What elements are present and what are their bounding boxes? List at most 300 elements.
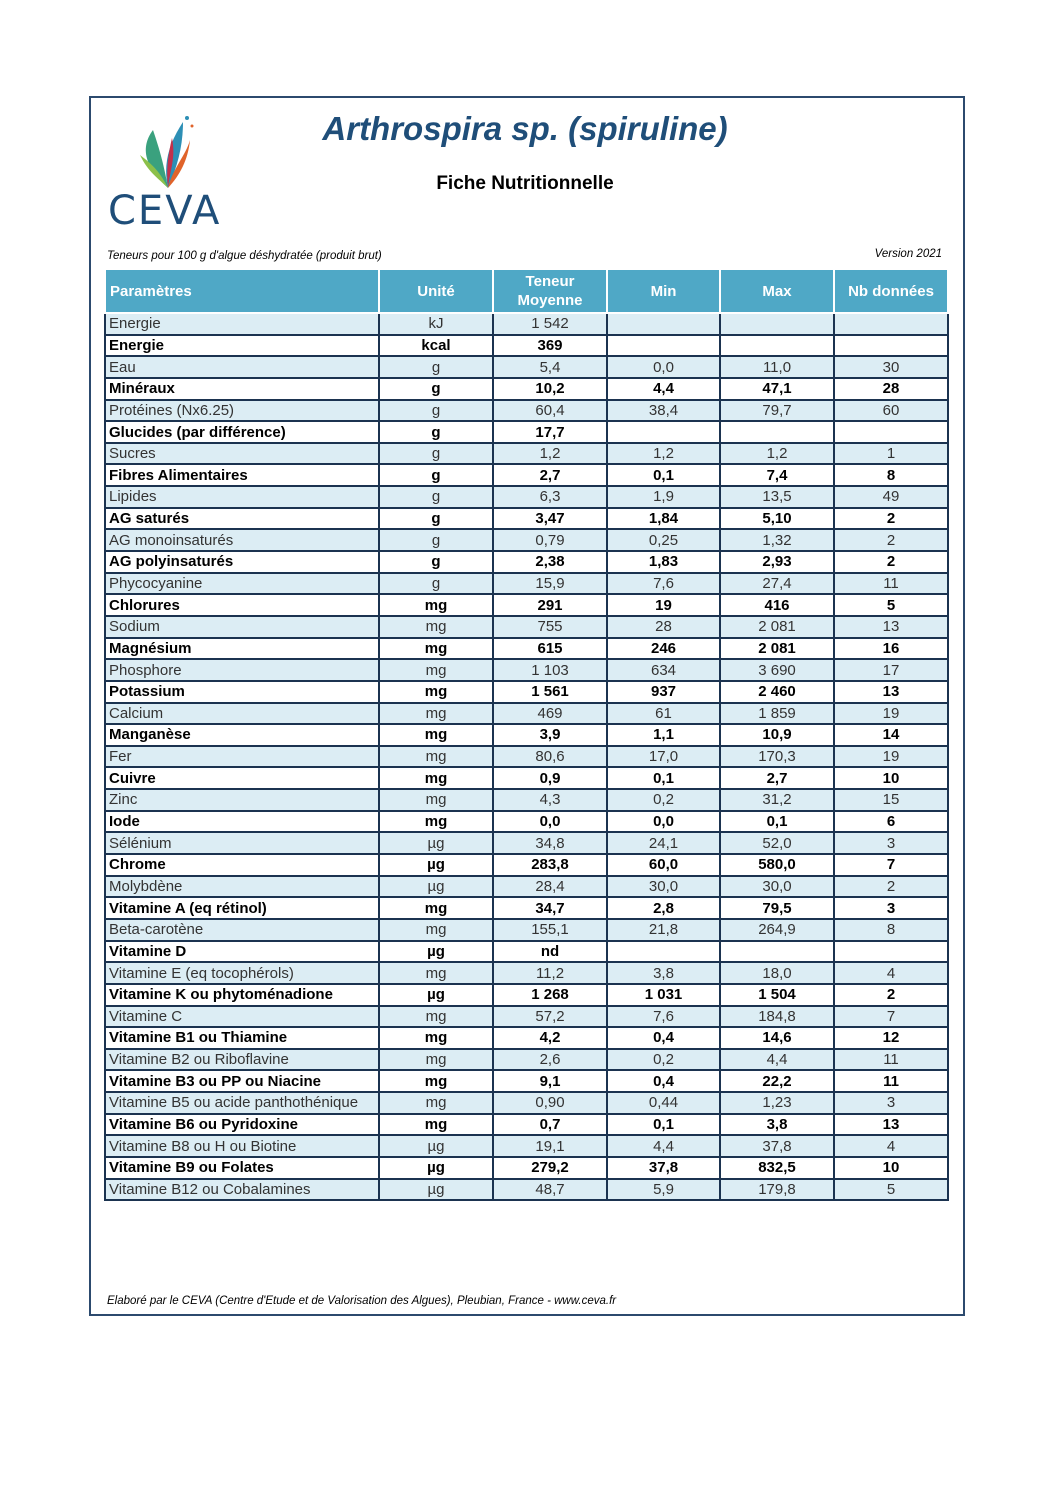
cell-nb: 49 [834,486,948,508]
cell-teneur: 6,3 [493,486,607,508]
cell-min: 28 [607,616,720,638]
cell-teneur: 469 [493,703,607,725]
cell-nb [834,941,948,963]
cell-nb: 8 [834,464,948,486]
cell-min: 4,4 [607,378,720,400]
cell-teneur: 80,6 [493,746,607,768]
cell-parametre: Sélénium [105,832,379,854]
cell-max: 7,4 [720,464,834,486]
cell-parametre: Vitamine D [105,941,379,963]
cell-parametre: Vitamine A (eq rétinol) [105,897,379,919]
cell-max: 11,0 [720,356,834,378]
cell-parametre: AG monoinsaturés [105,529,379,551]
cell-nb: 4 [834,1135,948,1157]
table-row [105,529,948,551]
cell-min: 0,2 [607,1049,720,1071]
cell-max: 37,8 [720,1135,834,1157]
cell-parametre: Vitamine B9 ou Folates [105,1157,379,1179]
cell-nb: 13 [834,1114,948,1136]
cell-unite: mg [379,919,493,941]
table-row [105,356,948,378]
cell-max: 179,8 [720,1179,834,1201]
cell-unite: µg [379,941,493,963]
cell-max: 3 690 [720,659,834,681]
table-row [105,984,948,1006]
cell-unite: g [379,464,493,486]
table-row [105,767,948,789]
cell-min [607,941,720,963]
table-row [105,832,948,854]
cell-teneur: 0,79 [493,529,607,551]
cell-min: 7,6 [607,573,720,595]
cell-unite: mg [379,638,493,660]
cell-min: 1,83 [607,551,720,573]
cell-nb: 2 [834,876,948,898]
table-row [105,594,948,616]
cell-teneur: 10,2 [493,378,607,400]
cell-unite: g [379,443,493,465]
cell-parametre: AG polyinsaturés [105,551,379,573]
cell-max: 5,10 [720,508,834,530]
table-row [105,1049,948,1071]
cell-max: 47,1 [720,378,834,400]
cell-teneur: 3,9 [493,724,607,746]
cell-teneur: 283,8 [493,854,607,876]
cell-max: 2 081 [720,616,834,638]
cell-teneur: 2,7 [493,464,607,486]
table-row [105,962,948,984]
table-row [105,551,948,573]
cell-nb: 17 [834,659,948,681]
cell-max: 170,3 [720,746,834,768]
cell-nb: 6 [834,811,948,833]
page-title: Arthrospira sp. (spiruline) [322,110,728,147]
cell-teneur: 279,2 [493,1157,607,1179]
table-row [105,616,948,638]
table-row [105,1114,948,1136]
cell-unite: µg [379,854,493,876]
cell-nb: 7 [834,1006,948,1028]
cell-nb: 19 [834,703,948,725]
table-row [105,1027,948,1049]
cell-min: 1,9 [607,486,720,508]
cell-max [720,941,834,963]
cell-nb: 60 [834,400,948,422]
cell-min: 60,0 [607,854,720,876]
cell-teneur: 28,4 [493,876,607,898]
header-parametres: Paramètres [105,269,379,313]
cell-parametre: Vitamine K ou phytoménadione [105,984,379,1006]
cell-unite: mg [379,594,493,616]
cell-unite: mg [379,789,493,811]
cell-teneur: 0,9 [493,767,607,789]
table-row [105,876,948,898]
cell-min: 37,8 [607,1157,720,1179]
cell-nb: 11 [834,573,948,595]
cell-min: 21,8 [607,919,720,941]
cell-teneur: 1 542 [493,313,607,335]
cell-nb: 10 [834,1157,948,1179]
cell-nb [834,313,948,335]
cell-nb: 11 [834,1049,948,1071]
cell-unite: mg [379,746,493,768]
cell-max [720,335,834,357]
cell-teneur: 0,0 [493,811,607,833]
cell-nb: 5 [834,1179,948,1201]
cell-nb: 8 [834,919,948,941]
cell-nb: 30 [834,356,948,378]
cell-max: 2 460 [720,681,834,703]
cell-nb: 2 [834,529,948,551]
cell-parametre: Minéraux [105,378,379,400]
cell-unite: mg [379,724,493,746]
cell-parametre: Iode [105,811,379,833]
cell-parametre: Protéines (Nx6.25) [105,400,379,422]
cell-min [607,335,720,357]
cell-max: 1 504 [720,984,834,1006]
nutrition-table [104,268,949,1201]
cell-parametre: Phosphore [105,659,379,681]
cell-teneur: 291 [493,594,607,616]
cell-parametre: Vitamine B3 ou PP ou Niacine [105,1070,379,1092]
cell-nb: 7 [834,854,948,876]
cell-max: 31,2 [720,789,834,811]
table-row [105,378,948,400]
cell-parametre: Energie [105,335,379,357]
cell-nb: 1 [834,443,948,465]
cell-parametre: Vitamine B5 ou acide panthothénique [105,1092,379,1114]
cell-min: 19 [607,594,720,616]
cell-parametre: Vitamine E (eq tocophérols) [105,962,379,984]
cell-unite: g [379,356,493,378]
cell-parametre: Vitamine B2 ou Riboflavine [105,1049,379,1071]
cell-parametre: Fibres Alimentaires [105,464,379,486]
table-row [105,724,948,746]
table-row [105,638,948,660]
table-row [105,854,948,876]
page-subtitle: Fiche Nutritionnelle [436,173,614,194]
cell-teneur: 0,90 [493,1092,607,1114]
table-row [105,1092,948,1114]
cell-max: 264,9 [720,919,834,941]
cell-max: 1,2 [720,443,834,465]
cell-teneur: 155,1 [493,919,607,941]
cell-nb: 10 [834,767,948,789]
cell-teneur: 17,7 [493,421,607,443]
cell-parametre: Phycocyanine [105,573,379,595]
cell-max: 184,8 [720,1006,834,1028]
table-row [105,1070,948,1092]
cell-parametre: Vitamine B6 ou Pyridoxine [105,1114,379,1136]
cell-nb: 13 [834,681,948,703]
table-row [105,400,948,422]
cell-min: 0,25 [607,529,720,551]
cell-parametre: Energie [105,313,379,335]
cell-min: 30,0 [607,876,720,898]
table-row [105,443,948,465]
cell-max: 1,32 [720,529,834,551]
cell-max: 832,5 [720,1157,834,1179]
cell-min: 1,84 [607,508,720,530]
cell-min: 0,0 [607,356,720,378]
table-row [105,1006,948,1028]
cell-unite: mg [379,1049,493,1071]
table-row [105,313,948,335]
cell-nb: 4 [834,962,948,984]
cell-min: 5,9 [607,1179,720,1201]
cell-min: 2,8 [607,897,720,919]
cell-min: 0,1 [607,464,720,486]
cell-teneur: 9,1 [493,1070,607,1092]
cell-min: 1,1 [607,724,720,746]
table-row [105,703,948,725]
cell-nb: 28 [834,378,948,400]
table-row [105,919,948,941]
cell-parametre: Calcium [105,703,379,725]
cell-min: 3,8 [607,962,720,984]
logo-text: CEVA [108,188,222,234]
cell-max [720,421,834,443]
version-label: Version 2021 [874,248,942,260]
cell-unite: mg [379,681,493,703]
cell-teneur: 1,2 [493,443,607,465]
cell-unite: g [379,529,493,551]
cell-parametre: Glucides (par différence) [105,421,379,443]
cell-min: 0,1 [607,767,720,789]
cell-unite: mg [379,1027,493,1049]
table-row [105,897,948,919]
cell-max [720,313,834,335]
cell-unite: mg [379,1092,493,1114]
cell-teneur: 2,6 [493,1049,607,1071]
cell-max: 2,93 [720,551,834,573]
cell-max: 14,6 [720,1027,834,1049]
header-nb-donnees: Nb données [834,269,948,313]
table-row [105,1135,948,1157]
cell-unite: g [379,400,493,422]
cell-min: 0,2 [607,789,720,811]
cell-min: 1,2 [607,443,720,465]
cell-min: 0,0 [607,811,720,833]
cell-nb [834,421,948,443]
cell-parametre: Manganèse [105,724,379,746]
cell-teneur: 615 [493,638,607,660]
table-row [105,335,948,357]
cell-teneur: 3,47 [493,508,607,530]
cell-unite: mg [379,1070,493,1092]
cell-unite: µg [379,876,493,898]
header-min: Min [607,269,720,313]
cell-teneur: 19,1 [493,1135,607,1157]
cell-min: 38,4 [607,400,720,422]
table-row [105,681,948,703]
content-note: Teneurs pour 100 g d'algue déshydratée (produit brut) [107,250,382,262]
cell-teneur: 57,2 [493,1006,607,1028]
cell-parametre: Eau [105,356,379,378]
seaweed-logo-icon [108,110,218,190]
cell-min: 7,6 [607,1006,720,1028]
cell-max: 4,4 [720,1049,834,1071]
cell-min: 24,1 [607,832,720,854]
cell-unite: µg [379,832,493,854]
cell-max: 22,2 [720,1070,834,1092]
cell-parametre: Sodium [105,616,379,638]
header-unite: Unité [379,269,493,313]
cell-parametre: Cuivre [105,767,379,789]
cell-min: 634 [607,659,720,681]
cell-unite: mg [379,1114,493,1136]
table-row [105,486,948,508]
cell-nb: 5 [834,594,948,616]
cell-nb: 11 [834,1070,948,1092]
cell-teneur: 15,9 [493,573,607,595]
cell-teneur: 11,2 [493,962,607,984]
cell-parametre: Chlorures [105,594,379,616]
table-row [105,421,948,443]
cell-unite: µg [379,1135,493,1157]
cell-max: 1,23 [720,1092,834,1114]
cell-teneur: 2,38 [493,551,607,573]
cell-teneur: 369 [493,335,607,357]
cell-max: 13,5 [720,486,834,508]
cell-teneur: nd [493,941,607,963]
cell-unite: g [379,508,493,530]
cell-max: 1 859 [720,703,834,725]
cell-unite: mg [379,897,493,919]
cell-min [607,421,720,443]
cell-unite: mg [379,1006,493,1028]
cell-teneur: 4,2 [493,1027,607,1049]
cell-teneur: 1 103 [493,659,607,681]
table-row [105,811,948,833]
table-row [105,789,948,811]
table-row [105,508,948,530]
cell-unite: µg [379,1179,493,1201]
cell-teneur: 48,7 [493,1179,607,1201]
cell-unite: g [379,551,493,573]
cell-min: 937 [607,681,720,703]
footer-credit: Elaboré par le CEVA (Centre d'Etude et de Valorisation des Algues), Pleubian, France - www.ceva.fr [107,1295,617,1307]
cell-unite: g [379,378,493,400]
cell-nb: 3 [834,897,948,919]
cell-min: 61 [607,703,720,725]
cell-teneur: 60,4 [493,400,607,422]
cell-parametre: Molybdène [105,876,379,898]
cell-max: 580,0 [720,854,834,876]
cell-unite: g [379,573,493,595]
cell-max: 79,5 [720,897,834,919]
table-header-row [105,269,948,313]
cell-max: 79,7 [720,400,834,422]
cell-min: 1 031 [607,984,720,1006]
cell-parametre: Fer [105,746,379,768]
cell-unite: mg [379,659,493,681]
cell-parametre: AG saturés [105,508,379,530]
cell-teneur: 755 [493,616,607,638]
cell-teneur: 1 561 [493,681,607,703]
cell-nb: 3 [834,832,948,854]
cell-teneur: 0,7 [493,1114,607,1136]
cell-unite: mg [379,811,493,833]
cell-min: 0,4 [607,1070,720,1092]
cell-max: 416 [720,594,834,616]
cell-max: 0,1 [720,811,834,833]
cell-nb: 12 [834,1027,948,1049]
cell-nb: 3 [834,1092,948,1114]
cell-min: 4,4 [607,1135,720,1157]
cell-parametre: Magnésium [105,638,379,660]
cell-nb: 15 [834,789,948,811]
cell-max: 27,4 [720,573,834,595]
table-row [105,1179,948,1201]
header-teneur-moyenne: Teneur Moyenne [493,269,607,313]
cell-parametre: Vitamine C [105,1006,379,1028]
cell-min [607,313,720,335]
table-row [105,746,948,768]
cell-max: 30,0 [720,876,834,898]
ceva-logo [108,110,222,234]
cell-nb: 2 [834,508,948,530]
table-row [105,659,948,681]
cell-min: 17,0 [607,746,720,768]
cell-unite: mg [379,767,493,789]
cell-parametre: Chrome [105,854,379,876]
cell-nb: 14 [834,724,948,746]
cell-nb: 13 [834,616,948,638]
cell-nb: 19 [834,746,948,768]
cell-parametre: Zinc [105,789,379,811]
cell-unite: mg [379,962,493,984]
cell-nb: 2 [834,551,948,573]
table-row [105,573,948,595]
cell-nb [834,335,948,357]
table-row [105,941,948,963]
cell-unite: g [379,486,493,508]
cell-parametre: Vitamine B1 ou Thiamine [105,1027,379,1049]
cell-unite: kJ [379,313,493,335]
cell-unite: mg [379,616,493,638]
table-row [105,464,948,486]
cell-teneur: 5,4 [493,356,607,378]
cell-max: 3,8 [720,1114,834,1136]
table-row [105,1157,948,1179]
cell-min: 0,44 [607,1092,720,1114]
cell-parametre: Beta-carotène [105,919,379,941]
cell-unite: kcal [379,335,493,357]
cell-unite: µg [379,984,493,1006]
cell-parametre: Vitamine B12 ou Cobalamines [105,1179,379,1201]
cell-min: 246 [607,638,720,660]
cell-max: 18,0 [720,962,834,984]
cell-parametre: Potassium [105,681,379,703]
cell-teneur: 4,3 [493,789,607,811]
cell-min: 0,4 [607,1027,720,1049]
header-max: Max [720,269,834,313]
cell-nb: 16 [834,638,948,660]
cell-unite: mg [379,703,493,725]
cell-parametre: Lipides [105,486,379,508]
cell-max: 2 081 [720,638,834,660]
cell-max: 52,0 [720,832,834,854]
cell-max: 2,7 [720,767,834,789]
cell-teneur: 34,8 [493,832,607,854]
cell-min: 0,1 [607,1114,720,1136]
cell-unite: g [379,421,493,443]
cell-teneur: 34,7 [493,897,607,919]
cell-parametre: Vitamine B8 ou H ou Biotine [105,1135,379,1157]
cell-max: 10,9 [720,724,834,746]
cell-teneur: 1 268 [493,984,607,1006]
